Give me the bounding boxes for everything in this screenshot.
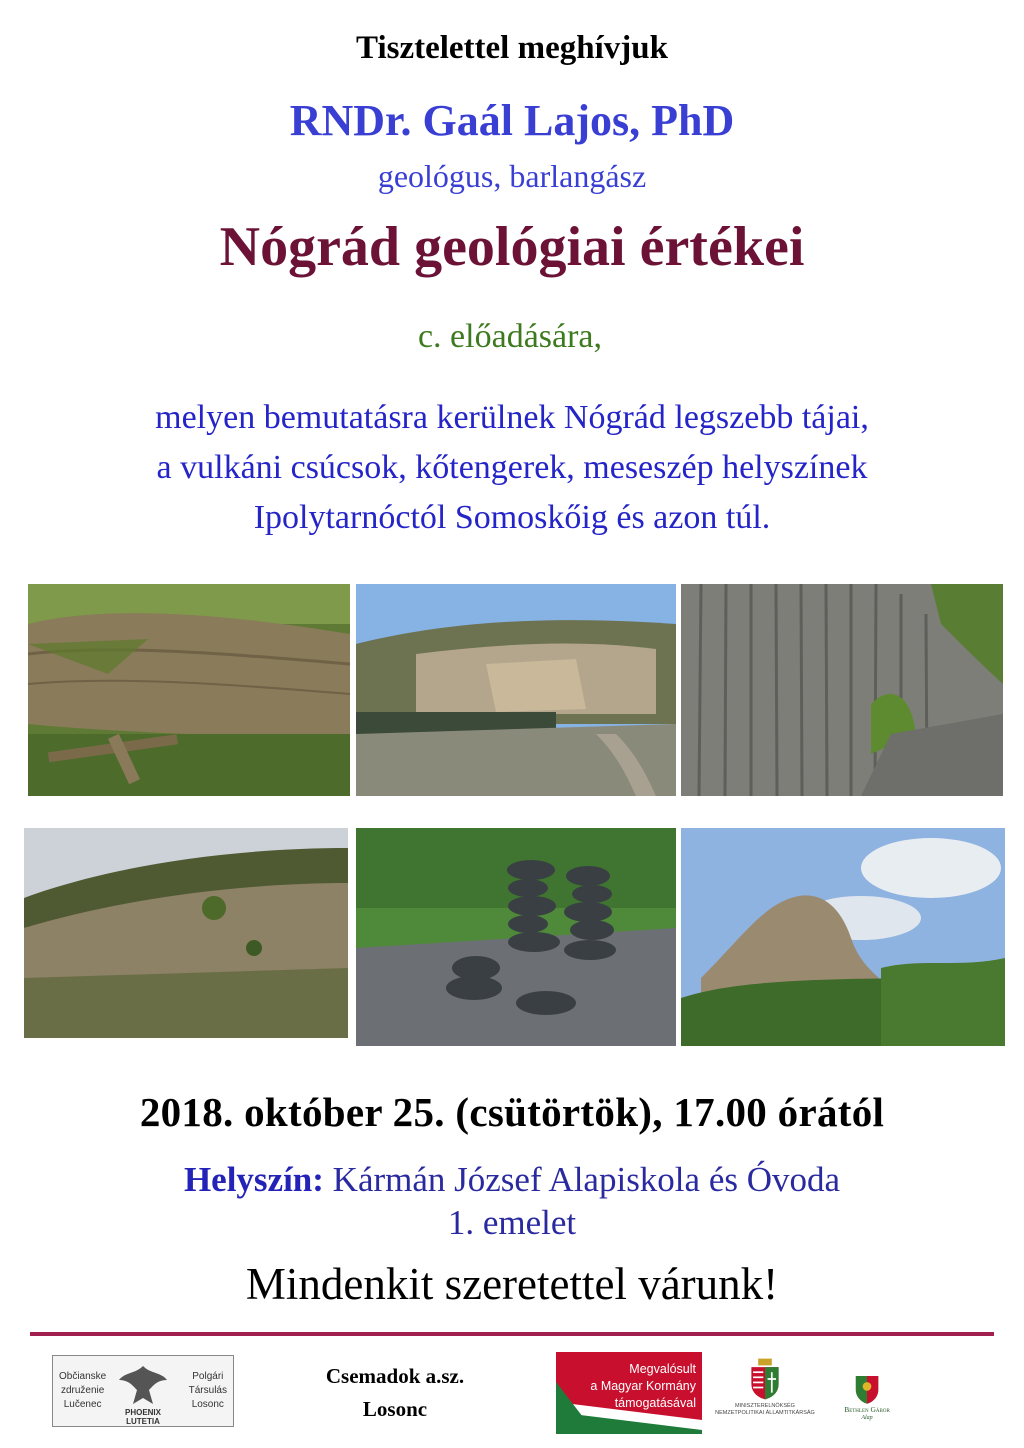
photo-sandstone-outcrop (28, 584, 350, 796)
description (0, 393, 1024, 543)
gov-support-line: Megvalósult (629, 1362, 696, 1376)
phoenix-right-line: Társulás (188, 1385, 227, 1396)
photo-stone-stacks (356, 828, 676, 1046)
welcome-message: Mindenkit szeretettel várunk! (245, 1259, 779, 1309)
description-line: melyen bemutatásra kerülnek Nógrád legszebb tájai, (155, 399, 869, 436)
event-datetime: 2018. október 25. (csütörtök), 17.00 órától (139, 1089, 885, 1135)
phoenix-mark-text (111, 1408, 175, 1426)
speaker-role: geológus, barlangász (377, 158, 647, 194)
phoenix-left-line: Občianske (59, 1371, 107, 1382)
phoenix-right-line: Polgári (192, 1371, 224, 1382)
lecture-title: Nógrád geológiai értékei (219, 216, 805, 278)
phoenix-left-line: združenie (60, 1385, 105, 1396)
gov-support-text (566, 1361, 696, 1412)
event-floor: 1. emelet (447, 1203, 577, 1242)
phoenix-right-text (189, 1370, 227, 1412)
phoenix-emblem-icon (115, 1360, 171, 1410)
ministry-line: NEMZETPOLITIKAI ÁLLAMTITKÁRSÁG (715, 1410, 815, 1416)
bethlen-line: Bethlen Gábor (844, 1405, 890, 1414)
phoenix-left-line: Lučenec (63, 1399, 102, 1410)
gov-support-logo (556, 1352, 702, 1434)
phoenix-mark-line: LUTETIA (126, 1417, 160, 1426)
bethlen-logo (830, 1374, 904, 1434)
ministry-line: MINISZTERELNÖKSÉG (735, 1403, 795, 1409)
photo-rock-peak (681, 828, 1005, 1046)
photo-quarry-lake (356, 584, 676, 796)
bethlen-line: Alap (861, 1415, 873, 1421)
phoenix-logo (52, 1355, 234, 1427)
csemadok-line: Losonc (362, 1397, 428, 1421)
lecture-suffix: c. előadására, (417, 318, 603, 355)
photo-basalt-columns (681, 584, 1003, 796)
event-venue (0, 1160, 1024, 1200)
speaker-name: RNDr. Gaál Lajos, PhD (289, 96, 735, 145)
phoenix-left-text (59, 1370, 106, 1412)
photo-sand-hillside (24, 828, 348, 1038)
csemadok-line: Csemadok a.sz. (325, 1364, 465, 1388)
csemadok-organizer (300, 1360, 490, 1426)
venue-name: Kármán József Alapiskola és Óvoda (332, 1160, 841, 1199)
description-line: Ipolytarnóctól Somoskőig és azon túl. (253, 499, 771, 536)
bethlen-shield-icon (854, 1374, 880, 1404)
footer-divider (30, 1332, 994, 1336)
ministry-logo (712, 1358, 818, 1434)
venue-label: Helyszín: (183, 1160, 324, 1199)
phoenix-right-line: Losonc (191, 1399, 224, 1410)
gov-support-line: támogatásával (614, 1396, 696, 1410)
description-line: a vulkáni csúcsok, kőtengerek, meseszép helyszínek (156, 449, 868, 486)
hungarian-coat-of-arms-icon (748, 1358, 782, 1400)
phoenix-mark-line: PHOENIX (124, 1408, 161, 1417)
invitation-heading: Tisztelettel meghívjuk (356, 30, 668, 66)
gov-support-line: a Magyar Kormány (590, 1379, 696, 1393)
